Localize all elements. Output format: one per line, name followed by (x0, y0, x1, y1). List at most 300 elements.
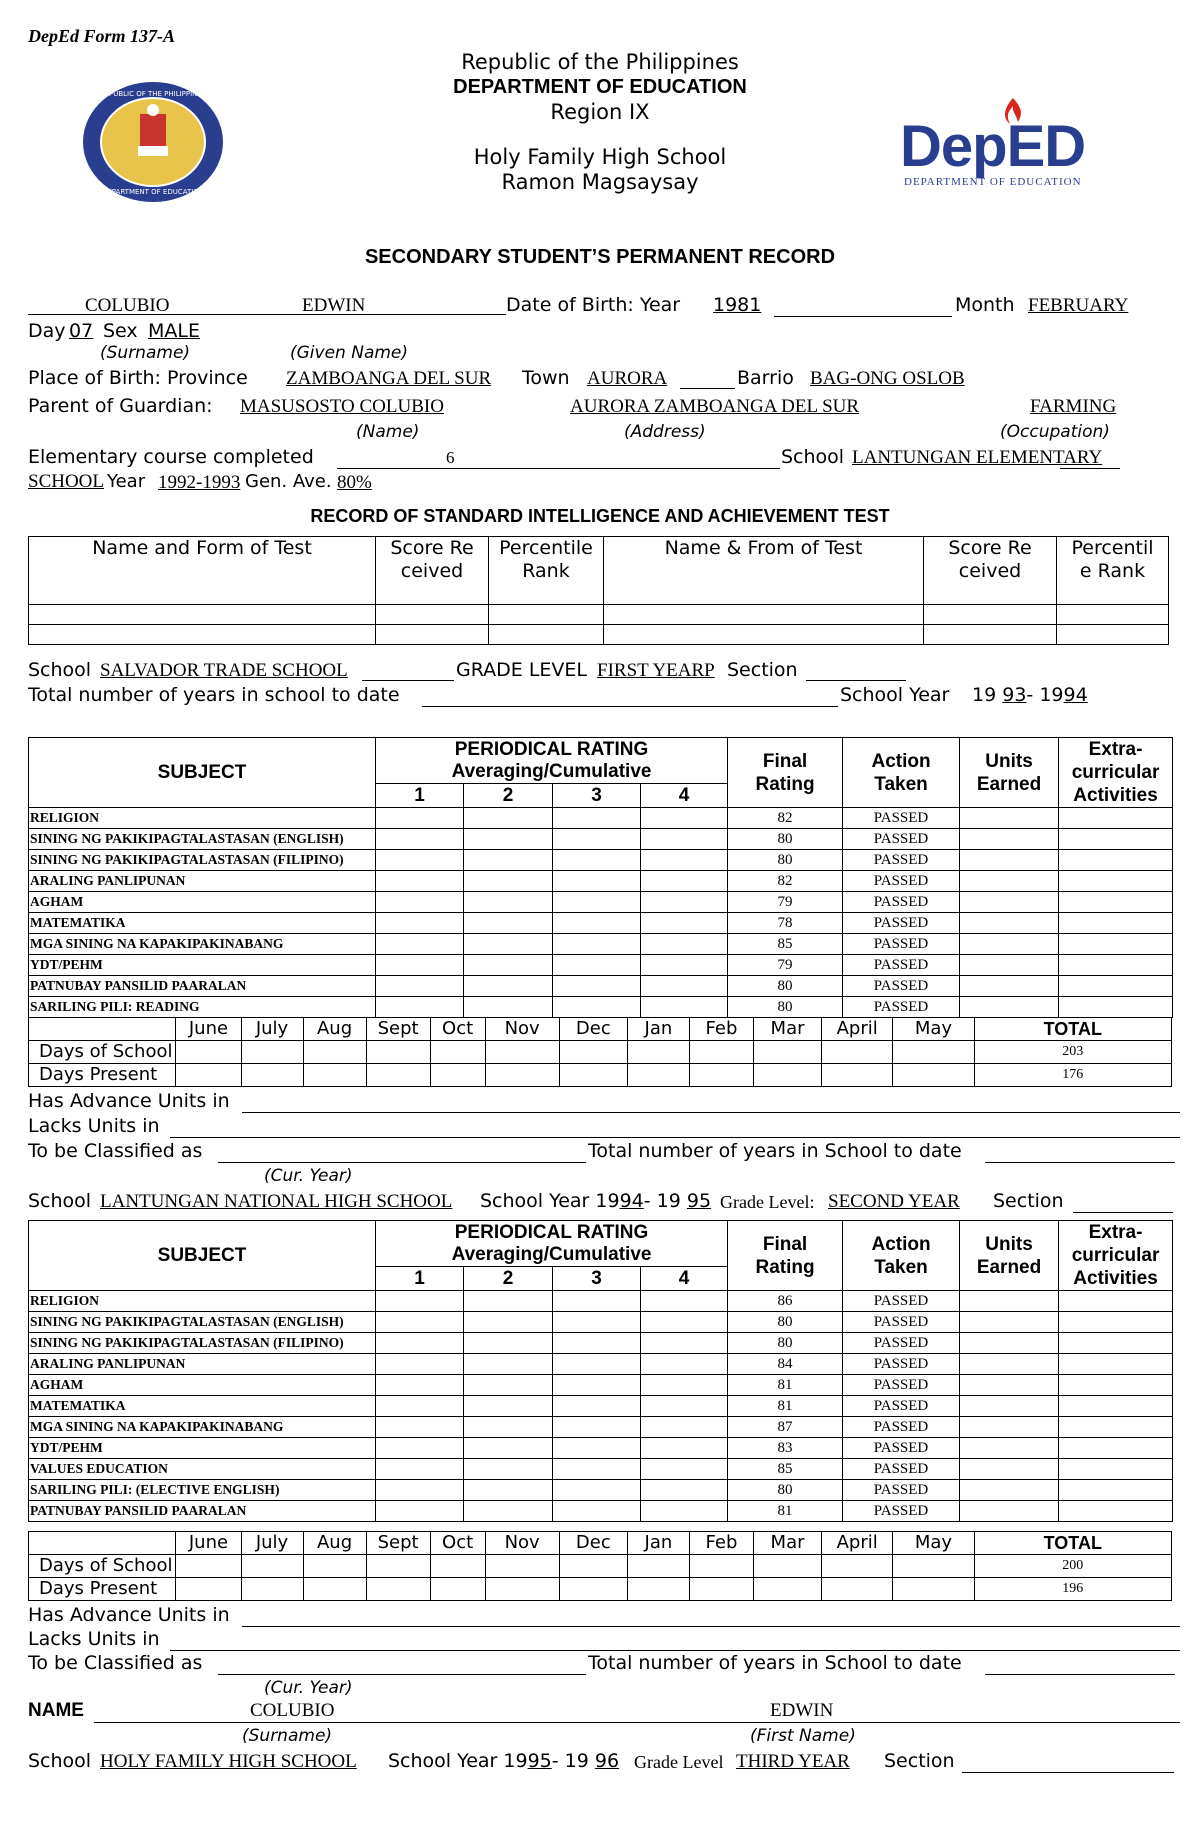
y1-q1-cell (376, 997, 464, 1018)
y2-extra-cell (1059, 1396, 1173, 1417)
y2-q4-cell (641, 1354, 728, 1375)
y2-q4-cell (641, 1417, 728, 1438)
y2-month-header: Nov (485, 1532, 559, 1555)
given-caption: (Given Name) (290, 343, 409, 363)
y3-name-label: NAME (28, 1700, 84, 1721)
y1-extra-l3: Activities (1073, 785, 1158, 806)
y1-subject-name: RELIGION (29, 808, 376, 829)
y1-extra-l1: Extra- (1088, 739, 1143, 760)
y2-units-l2: Earned (976, 1256, 1042, 1278)
y1-final-rating: 82 (728, 871, 843, 892)
y2-days-school-total: 200 (974, 1555, 1171, 1578)
y2-subject-row (29, 1291, 1173, 1312)
y1-q4-cell (641, 955, 728, 976)
y1-final-header (728, 738, 843, 808)
y2-grade: SECOND YEAR (828, 1191, 960, 1212)
y1-advance-label: Has Advance Units in (28, 1090, 230, 1112)
y1-extra-cell (1059, 934, 1173, 955)
y1-months-row (29, 1018, 1172, 1041)
name-caption: (Name) (356, 422, 420, 442)
y2-month-header: Mar (753, 1532, 821, 1555)
y1-classified-label: To be Classified as (28, 1140, 203, 1162)
y1-days-present-cell (176, 1064, 241, 1087)
y2-q4-cell (641, 1291, 728, 1312)
y2-month-header: Oct (430, 1532, 485, 1555)
y2-days-present-cell (176, 1578, 241, 1601)
y1-subject-name: ARALING PANLIPUNAN (29, 871, 376, 892)
y2-q3-cell (553, 1375, 641, 1396)
y2-q4-cell (641, 1375, 728, 1396)
y2-advance-label: Has Advance Units in (28, 1604, 230, 1626)
y2-q1-cell (376, 1354, 464, 1375)
y1-subject-row (29, 976, 1173, 997)
y2-days-school-cell (485, 1555, 559, 1578)
y2-units-cell (960, 1501, 1059, 1522)
y2-q1-cell (376, 1375, 464, 1396)
y1-final-l2: Rating (755, 773, 815, 795)
y1-subject-row (29, 997, 1173, 1018)
y2-subject-name: ARALING PANLIPUNAN (29, 1354, 376, 1375)
y1-days-school-cell (430, 1041, 485, 1064)
y2-q1-cell (376, 1396, 464, 1417)
y2-month-header: Aug (303, 1532, 366, 1555)
y1-action-taken: PASSED (843, 997, 960, 1018)
y1-days-school-cell (753, 1041, 821, 1064)
y2-extra-header (1059, 1221, 1173, 1291)
y2-q4-cell (641, 1438, 728, 1459)
y1-extra-cell (1059, 913, 1173, 934)
test-col-name-2: Name & From of Test (604, 537, 924, 605)
y1-subject-row (29, 850, 1173, 871)
y1-sy-a: 19 (972, 684, 997, 706)
y1-days-present-cell (822, 1064, 893, 1087)
y1-q4-cell (641, 892, 728, 913)
y1-units-header (960, 738, 1059, 808)
y2-days-school-cell (303, 1555, 366, 1578)
y1-q4-cell (641, 997, 728, 1018)
y1-month-header: July (241, 1018, 303, 1041)
y2-q1-cell (376, 1312, 464, 1333)
y3-sy-d: 96 (594, 1750, 620, 1772)
y1-q1-cell (376, 892, 464, 913)
y2-extra-cell (1059, 1291, 1173, 1312)
y2-q3-cell (553, 1333, 641, 1354)
y2-final-rating: 87 (728, 1417, 843, 1438)
deped-logo-sub: DEPARTMENT OF EDUCATION (904, 176, 1082, 188)
y2-units-cell (960, 1312, 1059, 1333)
y1-grades-table (28, 737, 1173, 1018)
y1-lacks-label: Lacks Units in (28, 1115, 160, 1137)
y2-q4: 4 (641, 1267, 728, 1291)
y1-q1-cell (376, 871, 464, 892)
y2-cur-year: (Cur. Year) (264, 1678, 353, 1698)
y1-month-header: Nov (485, 1018, 559, 1041)
y1-extra-cell (1059, 976, 1173, 997)
y1-action-taken: PASSED (843, 913, 960, 934)
y2-sy-a: School Year 19 (480, 1190, 620, 1212)
y2-final-rating: 80 (728, 1312, 843, 1333)
y1-month-header: Oct (430, 1018, 485, 1041)
y2-q3-cell (553, 1354, 641, 1375)
y1-days-present-cell (753, 1064, 821, 1087)
y1-q3-cell (553, 829, 641, 850)
y2-days-present-cell (753, 1578, 821, 1601)
y3-surname-caption: (Surname) (242, 1726, 333, 1746)
y1-action-taken: PASSED (843, 850, 960, 871)
y1-subject-name: YDT/PEHM (29, 955, 376, 976)
y2-days-school-cell (753, 1555, 821, 1578)
y3-grade: THIRD YEAR (736, 1751, 850, 1772)
y2-sy-b: 94 (619, 1190, 644, 1212)
pob-town: AURORA (587, 368, 668, 389)
y2-units-cell (960, 1333, 1059, 1354)
y1-extra-cell (1059, 997, 1173, 1018)
header-town: Ramon Magsaysay (501, 170, 699, 194)
y1-q1-cell (376, 955, 464, 976)
y1-school-label: School (28, 659, 92, 681)
y1-q3: 3 (553, 784, 641, 808)
y1-q1-cell (376, 850, 464, 871)
y1-units-cell (960, 850, 1059, 871)
elem-school-a: LANTUNGAN ELEMENTARY (852, 447, 1103, 468)
gen-ave: 80% (337, 472, 372, 493)
y2-days-present-cell (303, 1578, 366, 1601)
y2-q3-cell (553, 1501, 641, 1522)
y3-school: HOLY FAMILY HIGH SCHOOL (100, 1751, 357, 1772)
y1-total-years-label: Total number of years in school to date (28, 684, 400, 706)
y1-subject-name: SINING NG PAKIKIPAGTALASTASAN (FILIPINO) (29, 850, 376, 871)
y2-days-school-cell (559, 1555, 627, 1578)
seal-text-bottom: DEPARTMENT OF EDUCATION (101, 188, 205, 196)
y1-month-header: Aug (303, 1018, 366, 1041)
y1-extra-header (1059, 738, 1173, 808)
y1-final-rating: 85 (728, 934, 843, 955)
y2-action-l1: Action (871, 1233, 931, 1255)
y2-subject-row (29, 1333, 1173, 1354)
y1-sy-b: 93 (1002, 684, 1027, 706)
y1-action-taken: PASSED (843, 976, 960, 997)
y3-section-label: Section (884, 1750, 955, 1772)
y1-days-present-cell (303, 1064, 366, 1087)
y1-q3-cell (553, 892, 641, 913)
y1-subject-row (29, 934, 1173, 955)
y1-subject-row (29, 829, 1173, 850)
y1-days-school-cell (627, 1041, 689, 1064)
y2-q2-cell (464, 1459, 553, 1480)
y2-action-taken: PASSED (843, 1480, 960, 1501)
y2-q1-cell (376, 1480, 464, 1501)
y1-q1-cell (376, 934, 464, 955)
y3-school-year (388, 1750, 619, 1772)
y1-q4-cell (641, 808, 728, 829)
pob-barrio: BAG-ONG OSLOB (810, 368, 965, 389)
y1-action-taken: PASSED (843, 934, 960, 955)
y1-days-school-cell (241, 1041, 303, 1064)
y1-q3-cell (553, 934, 641, 955)
y2-subject-row (29, 1501, 1173, 1522)
y2-periodical-line1: PERIODICAL RATING (454, 1221, 649, 1243)
y1-action-l1: Action (871, 750, 931, 772)
y2-final-header (728, 1221, 843, 1291)
y2-grades-table (28, 1220, 1173, 1522)
y1-month-header: Feb (689, 1018, 753, 1041)
y2-q2: 2 (464, 1267, 553, 1291)
y2-q1: 1 (376, 1267, 464, 1291)
y2-q4-cell (641, 1396, 728, 1417)
y1-q3-cell (553, 871, 641, 892)
header-school: Holy Family High School (473, 145, 727, 169)
y2-action-taken: PASSED (843, 1438, 960, 1459)
y1-month-header: May (893, 1018, 974, 1041)
pob-label: Place of Birth: Province (28, 367, 248, 389)
y2-days-school-cell (893, 1555, 974, 1578)
y2-action-taken: PASSED (843, 1291, 960, 1312)
y2-q4-cell (641, 1459, 728, 1480)
y2-corner-cell (29, 1532, 176, 1555)
header-republic: Republic of the Philippines (461, 50, 739, 74)
y1-final-rating: 80 (728, 829, 843, 850)
y1-subject-row (29, 892, 1173, 913)
y1-q3-cell (553, 955, 641, 976)
y2-days-school-cell (627, 1555, 689, 1578)
y2-month-header: May (893, 1532, 974, 1555)
seal-text-top: REPUBLIC OF THE PHILIPPINES (99, 90, 207, 98)
y1-periodical-line2: Averaging/Cumulative (451, 760, 652, 782)
y1-sy-d: 94 (1063, 684, 1088, 706)
y1-month-header: Sept (366, 1018, 430, 1041)
guardian-occupation: FARMING (1030, 396, 1117, 417)
y2-days-school-cell (176, 1555, 241, 1578)
y2-units-cell (960, 1354, 1059, 1375)
y1-q2: 2 (464, 784, 553, 808)
y2-final-rating: 80 (728, 1333, 843, 1354)
y1-days-present-cell (559, 1064, 627, 1087)
y2-q2-cell (464, 1417, 553, 1438)
y2-days-present-row (29, 1578, 1172, 1601)
y1-subject-name: MATEMATIKA (29, 913, 376, 934)
student-surname: COLUBIO (85, 295, 170, 316)
y2-grade-label: Grade Level: (720, 1192, 815, 1212)
y1-q1-cell (376, 976, 464, 997)
y2-q1-cell (376, 1459, 464, 1480)
y2-action-taken: PASSED (843, 1354, 960, 1375)
y2-q2-cell (464, 1438, 553, 1459)
y2-school: LANTUNGAN NATIONAL HIGH SCHOOL (100, 1191, 453, 1212)
y1-month-header: Jan (627, 1018, 689, 1041)
y1-units-l1: Units (985, 750, 1033, 772)
y1-days-present-cell (241, 1064, 303, 1087)
y1-days-school-cell (485, 1041, 559, 1064)
y1-units-cell (960, 955, 1059, 976)
y2-final-rating: 83 (728, 1438, 843, 1459)
y2-subject-row (29, 1480, 1173, 1501)
y1-subject-name: MGA SINING NA KAPAKIPAKINABANG (29, 934, 376, 955)
y3-sy-c: - 19 (551, 1750, 589, 1772)
y3-sy-a: School Year 19 (388, 1750, 528, 1772)
y2-subject-name: SINING NG PAKIKIPAGTALASTASAN (ENGLISH) (29, 1312, 376, 1333)
y1-school: SALVADOR TRADE SCHOOL (100, 660, 348, 681)
y2-q3-cell (553, 1396, 641, 1417)
y1-units-cell (960, 913, 1059, 934)
y2-days-present-cell (893, 1578, 974, 1601)
elem-year: 1992-1993 (158, 472, 241, 493)
y3-first-caption: (First Name) (750, 1726, 856, 1746)
y3-surname: COLUBIO (250, 1700, 335, 1721)
y1-periodical-header (376, 738, 728, 784)
y2-subject-row (29, 1438, 1173, 1459)
y1-days-present-cell (627, 1064, 689, 1087)
y1-extra-cell (1059, 808, 1173, 829)
y1-q3-cell (553, 808, 641, 829)
barrio-label: Barrio (737, 367, 794, 389)
elem-label: Elementary course completed (28, 446, 314, 468)
y1-total-years-label-2: Total number of years in School to date (588, 1140, 962, 1162)
y1-units-cell (960, 829, 1059, 850)
y2-subject-row (29, 1312, 1173, 1333)
y2-periodical-line2: Averaging/Cumulative (451, 1243, 652, 1265)
y1-final-rating: 79 (728, 892, 843, 913)
y2-extra-cell (1059, 1354, 1173, 1375)
y1-days-present-label: Days Present (29, 1064, 176, 1087)
y1-action-taken: PASSED (843, 829, 960, 850)
y1-extra-cell (1059, 871, 1173, 892)
y2-lacks-label: Lacks Units in (28, 1628, 160, 1650)
y1-subject-row (29, 955, 1173, 976)
test-record-title: RECORD OF STANDARD INTELLIGENCE AND ACHIEVEMENT TEST (310, 506, 890, 526)
y2-days-present-total: 196 (974, 1578, 1171, 1601)
y2-final-rating: 81 (728, 1396, 843, 1417)
y2-days-present-cell (822, 1578, 893, 1601)
y2-q2-cell (464, 1396, 553, 1417)
guardian-address: AURORA ZAMBOANGA DEL SUR (570, 396, 860, 417)
test-record-table (28, 536, 1169, 645)
day-label: Day (28, 320, 66, 342)
y2-final-l1: Final (762, 1233, 808, 1255)
y2-extra-cell (1059, 1333, 1173, 1354)
y1-subject-name: PATNUBAY PANSILID PAARALAN (29, 976, 376, 997)
y2-subject-row (29, 1396, 1173, 1417)
y1-units-l2: Earned (976, 773, 1042, 795)
y1-grade-label: GRADE LEVEL (456, 659, 588, 681)
y1-q1-cell (376, 829, 464, 850)
y3-sy-b: 95 (527, 1750, 552, 1772)
y2-extra-l1: Extra- (1088, 1222, 1143, 1243)
y1-month-header: June (176, 1018, 241, 1041)
y1-q2-cell (464, 850, 553, 871)
y1-q4-cell (641, 976, 728, 997)
header-department: DEPARTMENT OF EDUCATION (453, 76, 747, 98)
y2-days-present-cell (485, 1578, 559, 1601)
y2-days-present-cell (689, 1578, 753, 1601)
y2-q4-cell (641, 1480, 728, 1501)
y1-days-school-cell (822, 1041, 893, 1064)
y1-q4: 4 (641, 784, 728, 808)
y2-q3-cell (553, 1459, 641, 1480)
y2-month-header: April (822, 1532, 893, 1555)
y2-section-label: Section (993, 1190, 1064, 1212)
y2-final-rating: 81 (728, 1501, 843, 1522)
y1-days-school-cell (366, 1041, 430, 1064)
y1-q4-cell (641, 850, 728, 871)
test-col-name: Name and Form of Test (29, 537, 376, 605)
y2-units-header (960, 1221, 1059, 1291)
y2-q2-cell (464, 1375, 553, 1396)
y2-action-taken: PASSED (843, 1333, 960, 1354)
y2-subject-name: SINING NG PAKIKIPAGTALASTASAN (FILIPINO) (29, 1333, 376, 1354)
y1-final-rating: 80 (728, 976, 843, 997)
y1-final-rating: 82 (728, 808, 843, 829)
guardian-label: Parent of Guardian: (28, 395, 213, 417)
y2-days-present-cell (627, 1578, 689, 1601)
guardian-name: MASUSOSTO COLUBIO (240, 396, 444, 417)
form-id: DepEd Form 137-A (28, 26, 176, 46)
y2-final-rating: 86 (728, 1291, 843, 1312)
y2-q3-cell (553, 1438, 641, 1459)
y2-q1-cell (376, 1291, 464, 1312)
y2-month-header: Dec (559, 1532, 627, 1555)
gen-ave-label: Gen. Ave. (245, 471, 332, 492)
y2-q4-cell (641, 1333, 728, 1354)
student-given-name: EDWIN (302, 295, 366, 316)
y2-subject-row (29, 1375, 1173, 1396)
y2-days-present-cell (430, 1578, 485, 1601)
y1-q4-cell (641, 871, 728, 892)
test-col-percentile-2: Percentile Rank (1057, 537, 1169, 605)
y1-final-rating: 78 (728, 913, 843, 934)
y1-periodical-line1: PERIODICAL RATING (454, 738, 649, 760)
sex-label: Sex (103, 320, 138, 342)
y1-q1-cell (376, 808, 464, 829)
y1-action-taken: PASSED (843, 871, 960, 892)
y1-units-cell (960, 997, 1059, 1018)
y1-days-school-label: Days of School (29, 1041, 176, 1064)
y2-months-row (29, 1532, 1172, 1555)
y2-units-cell (960, 1480, 1059, 1501)
y2-subject-name: MGA SINING NA KAPAKIPAKINABANG (29, 1417, 376, 1438)
y2-units-cell (960, 1438, 1059, 1459)
pob-province: ZAMBOANGA DEL SUR (286, 368, 492, 389)
y1-days-present-cell (366, 1064, 430, 1087)
y1-days-school-cell (893, 1041, 974, 1064)
y2-extra-cell (1059, 1375, 1173, 1396)
y2-q2-cell (464, 1333, 553, 1354)
y1-month-header: April (822, 1018, 893, 1041)
y2-action-taken: PASSED (843, 1396, 960, 1417)
dob-month: FEBRUARY (1028, 295, 1129, 316)
deped-logo-text: DepED (900, 114, 1086, 179)
y2-days-school-cell (241, 1555, 303, 1578)
dob-day: 07 (69, 320, 94, 342)
y1-q2-cell (464, 934, 553, 955)
y1-subject-name: SINING NG PAKIKIPAGTALASTASAN (ENGLISH) (29, 829, 376, 850)
y2-days-school-cell (822, 1555, 893, 1578)
test-col-percentile: Percentile Rank (489, 537, 604, 605)
y2-days-school-cell (366, 1555, 430, 1578)
y2-subject-name: SARILING PILI: (ELECTIVE ENGLISH) (29, 1480, 376, 1501)
y2-action-taken: PASSED (843, 1459, 960, 1480)
y1-subject-row (29, 808, 1173, 829)
y2-total-header: TOTAL (974, 1532, 1171, 1555)
y2-action-header (843, 1221, 960, 1291)
y1-subject-row (29, 913, 1173, 934)
y2-subject-header: SUBJECT (29, 1221, 376, 1291)
y1-extra-cell (1059, 892, 1173, 913)
y2-month-header: Sept (366, 1532, 430, 1555)
y2-days-school-row (29, 1555, 1172, 1578)
dob-label: Date of Birth: Year (506, 294, 681, 316)
y1-days-present-cell (689, 1064, 753, 1087)
y2-q1-cell (376, 1501, 464, 1522)
